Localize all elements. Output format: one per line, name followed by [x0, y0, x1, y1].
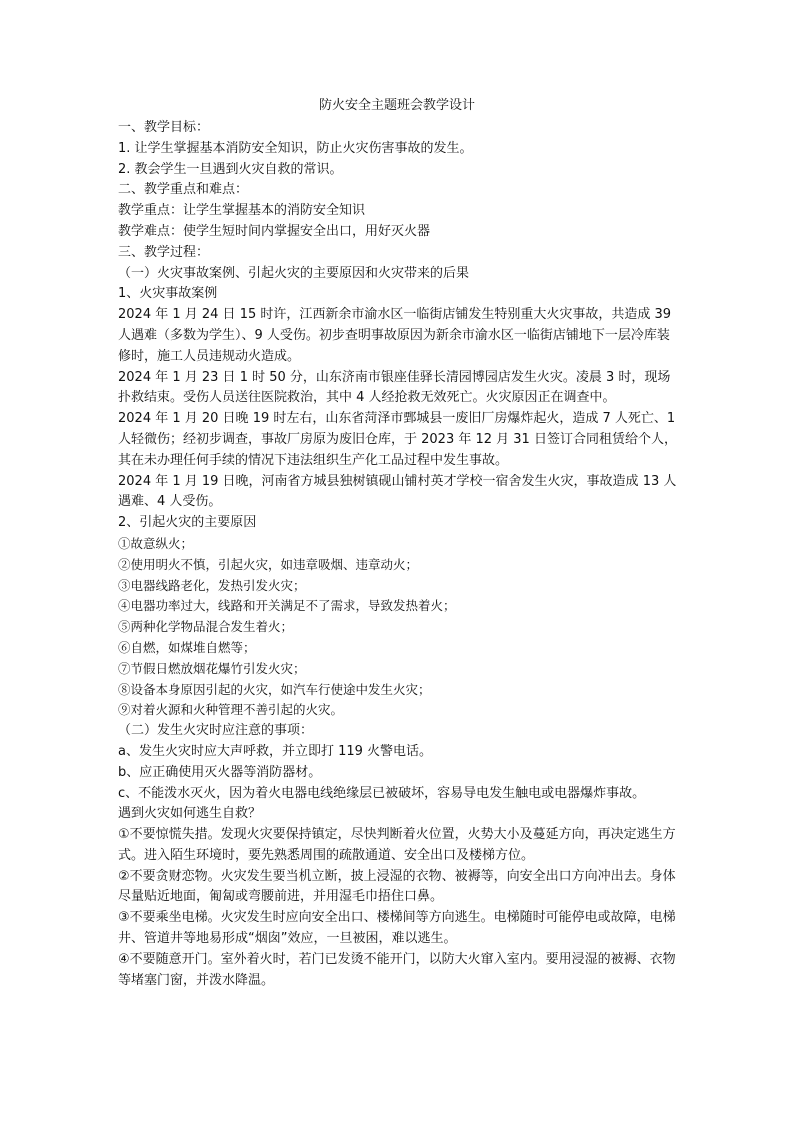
case-paragraph: 2024 年 1 月 19 日晚，河南省方城县独树镇砚山铺村英才学校一宿舍发生火灾，事故造成 13 人遇难、4 人受伤。 — [118, 473, 677, 510]
cause-item: ⑦节假日燃放烟花爆竹引发火灾； — [118, 660, 306, 676]
escape-tip: ②不要贪财恋物。火灾发生要当机立断，披上浸湿的衣物、被褥等，向安全出口方向冲出去。身体尽量贴近地面，匍匐或弯腰前进，并用湿毛巾捂住口鼻。 — [118, 868, 676, 905]
case-paragraph: 2024 年 1 月 20 日晚 19 时左右，山东省菏泽市鄄城县一废旧厂房爆炸起火，造成 7 人死亡、1 人轻微伤；经初步调查，事故厂房原为废旧仓库，于 2023 年 12 月 31 日签订合同租赁给个人，其在未办理任何手续的情况下违法组织生产化工品过程中发生事故。 — [118, 411, 677, 468]
section-heading-objectives: 一、教学目标： — [118, 120, 210, 135]
cause-item: ⑤两种化学物品混合发生着火； — [118, 619, 294, 635]
difficult-point: 教学难点：使学生短时间内掌握安全出口，用好灭火器 — [118, 223, 431, 239]
escape-tip: ④不要随意开门。室外着火时，若门已发烫不能开门，以防大火窜入室内。要用浸湿的被褥、衣物等堵塞门窗，并泼水降温。 — [118, 951, 676, 988]
objective-item: 2. 教会学生一旦遇到火灾自救的常识。 — [118, 161, 343, 177]
escape-heading: 遇到火灾如何逃生自救？ — [118, 806, 262, 822]
escape-tip: ①不要惊慌失措。发现火灾要保持镇定，尽快判断着火位置，火势大小及蔓延方向，再决定逃生方式。进入陌生环境时，要先熟悉周围的疏散通道、安全出口及楼梯方位。 — [118, 827, 676, 863]
cause-item: ⑧设备本身原因引起的火灾，如汽车行使途中发生火灾； — [118, 681, 431, 697]
notice-item: b、应正确使用灭火器等消防器材。 — [118, 764, 322, 780]
notice-item: c、不能泼水灭火，因为着火电器电线绝缘层已被破坏，容易导电发生触电或电器爆炸事故。 — [118, 785, 646, 801]
case-paragraph: 2024 年 1 月 23 日 1 时 50 分，山东济南市银座佳驿长清园博园店发生火灾。凌晨 3 时，现场扑救结束。受伤人员送往医院救治，其中 4 人经抢救无效死亡。火灾原因正在调查中。 — [118, 369, 671, 406]
key-point: 教学重点：让学生掌握基本的消防安全知识 — [118, 203, 366, 219]
notice-item: a、发生火灾时应大声呼救，并立即打 119 火警电话。 — [118, 743, 433, 759]
objective-item: 1. 让学生掌握基本消防安全知识，防止火灾伤害事故的发生。 — [118, 140, 473, 156]
subsection-heading: 2、引起火灾的主要原因 — [118, 515, 257, 531]
case-paragraph: 2024 年 1 月 24 日 15 时许，江西新余市渝水区一临街店铺发生特别重大火灾事故，共造成 39 人遇难（多数为学生）、9 人受伤。初步查明事故原因为新余市渝水区一临街店铺地下一层冷库装修时，施工人员违规动火造成。 — [118, 307, 672, 364]
section-heading-key-points: 二、教学重点和难点： — [118, 182, 249, 198]
cause-item: ④电器功率过大，线路和开关满足不了需求，导致发热着火； — [118, 598, 456, 614]
cause-item: ②使用明火不慎，引起火灾，如违章吸烟、违章动火； — [118, 556, 419, 572]
cause-item: ⑥自燃，如煤堆自燃等； — [118, 639, 256, 655]
escape-tip: ③不要乘坐电梯。火灾发生时应向安全出口、楼梯间等方向逃生。电梯随时可能停电或故障，电梯井、管道井等地易形成“烟囱”效应，一旦被困，难以逃生。 — [118, 910, 676, 947]
cause-item: ③电器线路老化，发热引发火灾； — [118, 577, 306, 593]
document-title: 防火安全主题班会教学设计 — [318, 98, 475, 113]
subsection-heading: 1、火灾事故案例 — [118, 286, 218, 302]
subsection-heading: （一）火灾事故案例、引起火灾的主要原因和火灾带来的后果 — [118, 265, 470, 281]
subsection-heading: （二）发生火灾时应注意的事项： — [118, 723, 314, 739]
document-body — [118, 118, 678, 991]
section-heading-process: 三、教学过程： — [118, 244, 210, 260]
cause-item: ①故意纵火； — [118, 535, 194, 551]
cause-item: ⑨对着火源和火种管理不善引起的火灾。 — [118, 702, 344, 718]
